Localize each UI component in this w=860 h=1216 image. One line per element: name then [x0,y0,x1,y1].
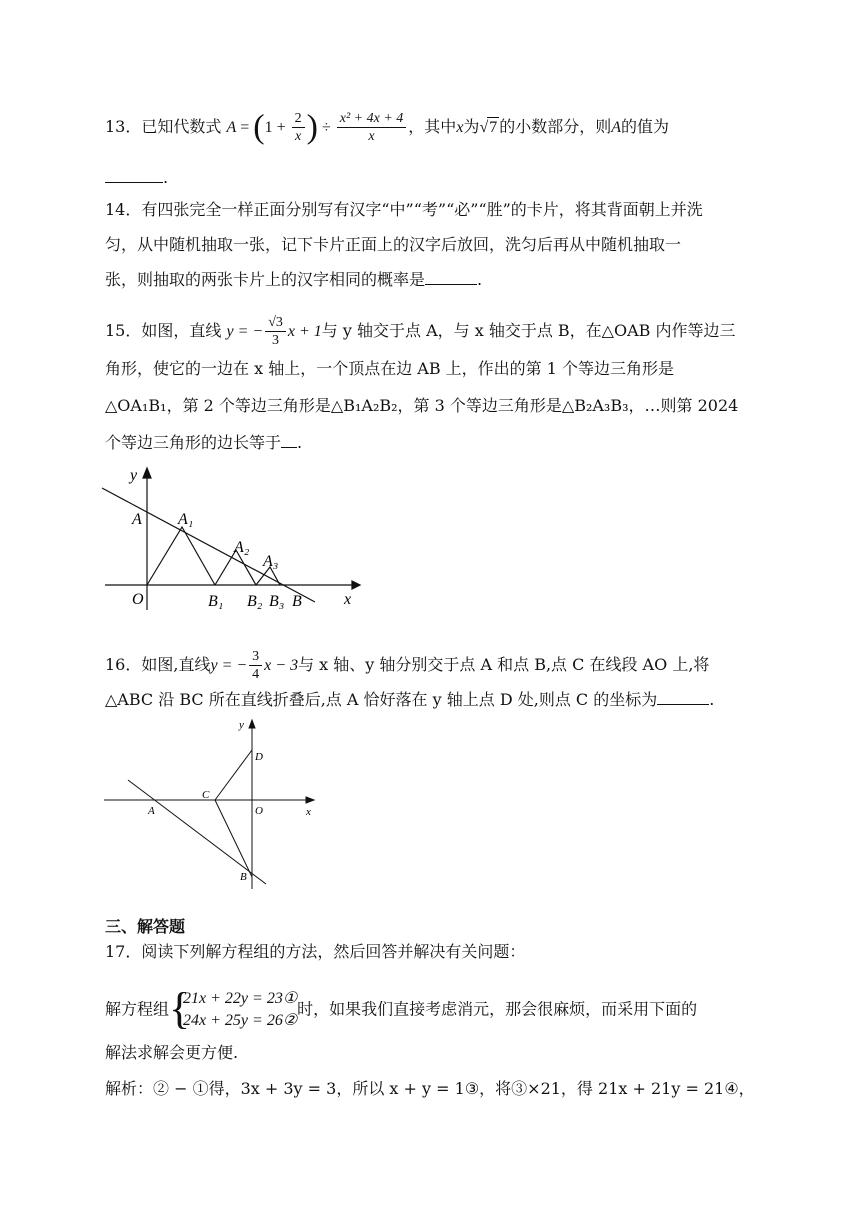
q16-intro: 如图,直线 [141,655,211,674]
section-title: 三、解答题 [105,917,186,936]
fig16-label-c: C [202,789,210,801]
q16-figure [100,714,330,894]
q14-end: . [477,270,483,289]
line-ab [128,780,266,884]
q13-number: 13． [105,117,142,136]
q17-line3: 解法求解会更方便. [105,1043,239,1062]
segment-cb [215,800,252,877]
fig15-label-a3: A₃ [263,553,279,570]
q15-eq-tail: x + 1 [287,323,322,340]
fig16-label-x: x [306,806,311,818]
q15-line1 [105,314,736,349]
q13-sqrt: 7 [489,119,498,136]
fig15-label-b2: B₂ [247,593,263,610]
q13-after-sqrt: 的小数部分，则 [499,117,612,136]
q13-answer-blank[interactable] [105,168,163,183]
fig16-label-o: O [255,805,263,817]
x-axis-arrow [306,797,314,803]
q16-after-eq: 与 x 轴、y 轴分别交于点 A 和点 B,点 C 在线段 AO 上,将 [298,655,710,674]
fig16-label-d: D [255,751,263,763]
q14-answer-blank[interactable] [425,270,477,285]
q17-post: 时，如果我们直接考虑消元，那会很麻烦，而采用下面的 [297,999,698,1019]
triangle-1 [147,527,215,585]
q13-expr-lhs: A [226,119,237,136]
q14-line3 [105,270,482,290]
q17-line4: 解析：② − ①得，3x + 3y = 3，所以 x + y = 1③，将③×21，得 21x + 21y = 21④， [105,1079,755,1098]
q15-line3: △OA₁B₁，第 2 个等边三角形是△B₁A₂B₂，第 3 个等边三角形是△B₂A₃B₃，…则第 2024 [105,396,739,415]
q17-line1: 17．阅读下列解方程组的方法，然后回答并解决有关问题： [105,942,526,961]
y-axis-arrow [249,720,255,728]
q15-line2: 角形，使它的一边在 x 轴上，一个顶点在边 AB 上，作出的第 1 个等边三角形是 [105,359,675,378]
q13-answer-line [105,168,168,188]
q16-number: 16． [105,655,142,674]
q16-eq-y: y = − [210,657,248,674]
q17-line2 [105,984,698,1033]
q16-line1 [105,648,709,683]
q15-end: . [297,433,303,452]
fig15-label-y: y [130,467,138,484]
q16-eq-tail: x − 3 [264,657,299,674]
fig15-label-x: x [344,591,352,608]
q17-pre: 解方程组 [105,999,170,1019]
q15-line4 [105,433,302,453]
q13-frac1: $\frac{2}{x}$ [292,110,305,145]
fig16-label-a: A [148,805,155,817]
q15-intro: 如图，直线 [141,321,222,340]
q13-intro: 已知代数式 [141,117,222,136]
q13-var-x: x [456,119,464,136]
q13-is: 为 [463,117,480,136]
q15-after-eq: 与 y 轴交于点 A，与 x 轴交于点 B，在△OAB 内作等边三 [321,321,736,340]
segment-cd [215,750,252,800]
fig15-label-b: B [292,593,302,610]
q15-number: 15． [105,321,142,340]
q14-line2: 匀，从中随机抽取一张，记下卡片正面上的汉字后放回，洗匀后再从中随机抽取一 [105,235,682,254]
q16-line2-text: △ABC 沿 BC 所在直线折叠后,点 A 恰好落在 y 轴上点 D 处,则点 C 的坐标为 [105,690,658,709]
q16-answer-blank[interactable] [657,690,709,705]
fig15-label-a1: A₁ [178,511,194,528]
q15-answer-blank[interactable] [281,433,297,448]
q17-eq1: 21x + 22y = 23① [183,990,298,1007]
q14-line1: 14．有四张完全一样正面分别写有汉字“中”“考”“必”“胜”的卡片，将其背面朝上并洗 [105,200,703,219]
q17-equation-system: { 21x + 22y = 23① 24x + 25y = 26② [169,984,298,1033]
fig15-label-o: O [132,591,144,608]
y-axis-arrow [143,468,151,478]
q13-mid: ，其中 [408,117,457,136]
q13-line1: 13．已知代数式 A = (1 + $\frac{2}{x}$ ) ÷ $\frac{\text{x² + 4x + 4}}{x}$ ，其中x为√7 的小数部分，则A的值为 [105,108,670,146]
q13-var-a: A [611,119,622,136]
q15-figure [100,460,370,620]
fig16-label-b: B [240,871,247,883]
q13-frac2: $\frac{\text{x² + 4x + 4}}{x}$ [337,110,407,145]
q16-line2 [105,690,714,710]
fig15-label-b3: B₃ [269,593,285,610]
q16-frac: $\frac{3}{4}$ [249,648,262,683]
q13-tail: 的值为 [621,117,670,136]
q15-frac: $\frac{√3}{3}$ [265,314,286,349]
q16-end: . [709,690,715,709]
q17-eq2: 24x + 25y = 26② [183,1012,298,1029]
fig15-label-a2: A₂ [234,539,250,556]
q15-line4-text: 个等边三角形的边长等于 [105,433,282,452]
x-axis-arrow [352,581,360,589]
fig16-label-y: y [239,719,244,731]
q13-end: . [163,168,169,187]
fig15-label-a: A [132,511,142,528]
q14-line3-text: 张，则抽取的两张卡片上的汉字相同的概率是 [105,270,426,289]
q15-eq-y: y = − [226,323,264,340]
q13-one: 1 [264,119,273,136]
fig15-label-b1: B₁ [208,593,224,610]
